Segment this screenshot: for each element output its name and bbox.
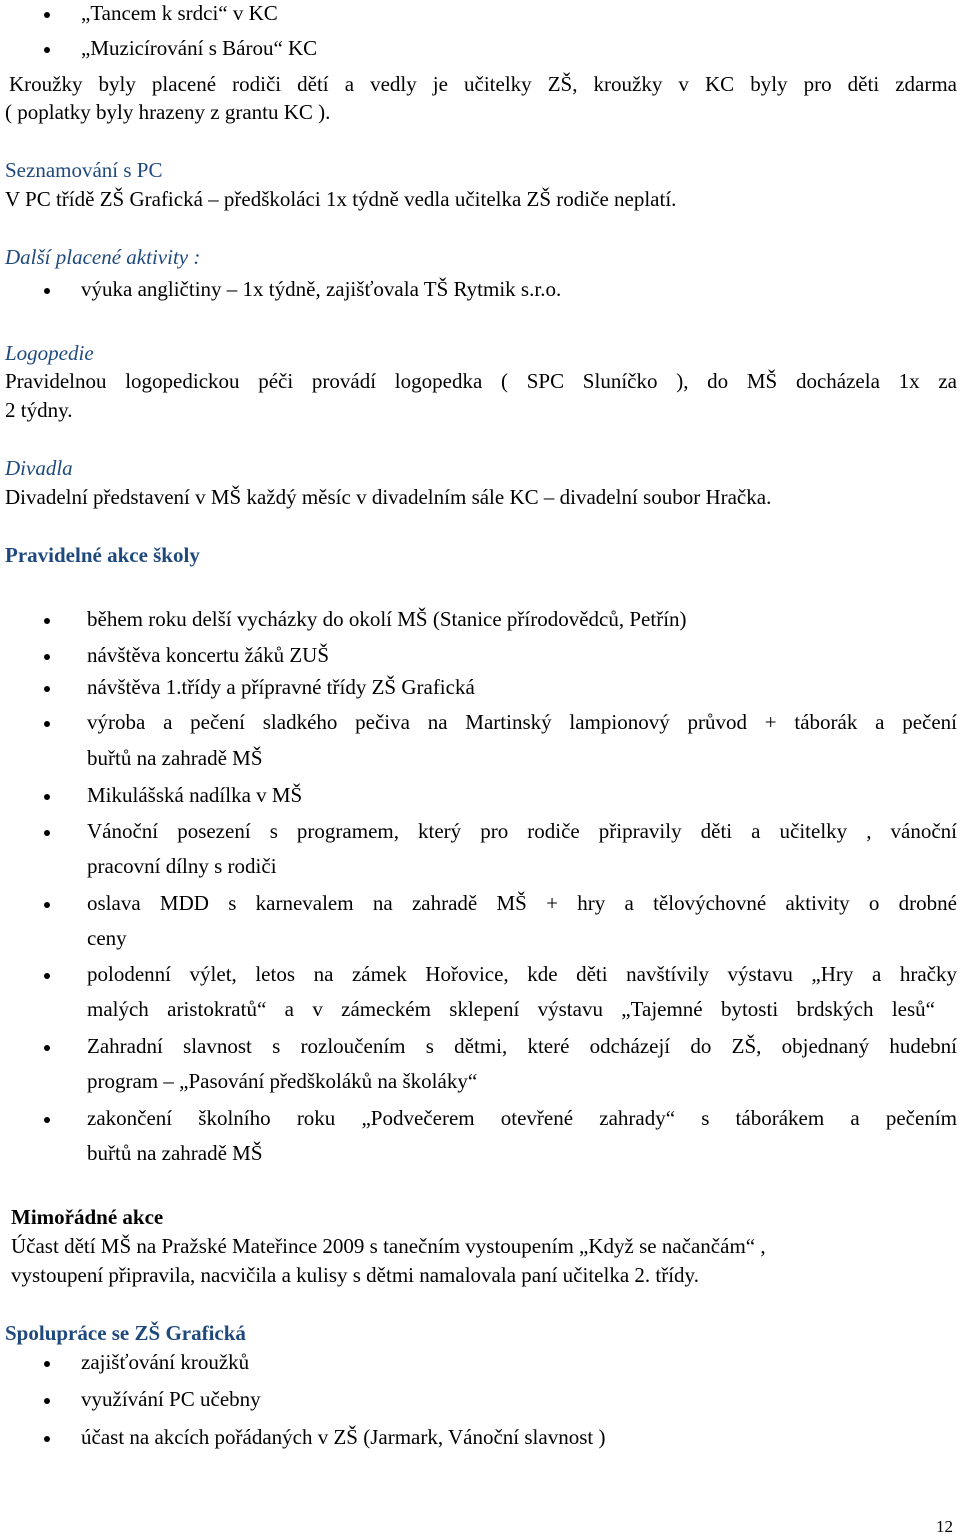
list-item-continuation: ceny [87, 926, 127, 950]
list-item: návštěva 1.třídy a přípravné třídy ZŠ Grafická [87, 675, 475, 699]
bullet-icon [44, 902, 50, 908]
section-heading-pc: Seznamování s PC [5, 158, 163, 182]
list-item: návštěva koncertu žáků ZUŠ [87, 643, 330, 667]
bullet-icon [44, 721, 50, 727]
list-item-continuation: malých aristokratů“ a v zámeckém sklepení výstavu „Tajemné bytosti brdských lesů“ [87, 997, 935, 1021]
page-number: 12 [936, 1517, 953, 1536]
bullet-icon [44, 973, 50, 979]
paragraph-line: Pravidelnou logopedickou péči provádí logopedka ( SPC Sluníčko ), do MŠ docházela 1x za [5, 369, 957, 393]
list-item: využívání PC učebny [81, 1387, 261, 1411]
section-heading-special: Mimořádné akce [11, 1205, 164, 1229]
section-heading-paid: Další placené aktivity : [5, 245, 201, 269]
list-item: „Tancem k srdci“ v KC [81, 1, 278, 25]
bullet-icon [44, 654, 50, 660]
list-item: zakončení školního roku „Podvečerem otevřené zahrady“ s táborákem a pečením [87, 1106, 957, 1130]
list-item: „Muzicírování s Bárou“ KC [81, 36, 318, 60]
paragraph-line: Účast dětí MŠ na Pražské Mateřince 2009 s tanečním vystoupením „Když se načančám“ , [11, 1234, 766, 1258]
list-item-continuation: program – „Pasování předškoláků na školáky“ [87, 1069, 478, 1093]
list-item-continuation: buřtů na zahradě MŠ [87, 746, 263, 770]
paragraph-line: vystoupení připravila, nacvičila a kulisy s dětmi namalovala paní učitelka 2. třídy. [11, 1263, 699, 1287]
bullet-icon [44, 12, 50, 18]
bullet-icon [44, 1436, 50, 1442]
list-item: zajišťování kroužků [81, 1350, 250, 1374]
paragraph-line: ( poplatky byly hrazeny z grantu KC ). [5, 100, 331, 124]
list-item: účast na akcích pořádaných v ZŠ (Jarmark, Vánoční slavnost ) [81, 1425, 606, 1449]
list-item: oslava MDD s karnevalem na zahradě MŠ + hry a tělovýchovné aktivity o drobné [87, 891, 957, 915]
list-item: Vánoční posezení s programem, který pro rodiče připravily děti a učitelky , vánoční [87, 819, 957, 843]
paragraph-line: Kroužky byly placené rodiči dětí a vedly je učitelky ZŠ, kroužky v KC byly pro děti zdarma [9, 72, 957, 96]
section-heading-regular: Pravidelné akce školy [5, 543, 200, 567]
section-heading-logopedie: Logopedie [5, 341, 94, 365]
bullet-icon [44, 686, 50, 692]
paragraph-line: Divadelní představení v MŠ každý měsíc v divadelním sále KC – divadelní soubor Hračka. [5, 485, 772, 509]
bullet-icon [44, 794, 50, 800]
bullet-icon [44, 47, 50, 53]
bullet-icon [44, 288, 50, 294]
list-item: Mikulášská nadílka v MŠ [87, 783, 303, 807]
list-item-continuation: buřtů na zahradě MŠ [87, 1141, 263, 1165]
list-item: výuka angličtiny – 1x týdně, zajišťovala TŠ Rytmik s.r.o. [81, 277, 562, 301]
section-heading-divadla: Divadla [5, 456, 73, 480]
list-item: polodenní výlet, letos na zámek Hořovice, kde děti navštívily výstavu „Hry a hračky [87, 962, 957, 986]
paragraph-line: V PC třídě ZŠ Grafická – předškoláci 1x týdně vedla učitelka ZŠ rodiče neplatí. [5, 187, 677, 211]
paragraph-line: 2 týdny. [5, 398, 73, 422]
bullet-icon [44, 1361, 50, 1367]
bullet-icon [44, 1117, 50, 1123]
list-item-continuation: pracovní dílny s rodiči [87, 854, 277, 878]
list-item: Zahradní slavnost s rozloučením s dětmi, které odcházejí do ZŠ, objednaný hudební [87, 1034, 957, 1058]
bullet-icon [44, 618, 50, 624]
bullet-icon [44, 1398, 50, 1404]
list-item: během roku delší vycházky do okolí MŠ (Stanice přírodovědců, Petřín) [87, 607, 687, 631]
list-item: výroba a pečení sladkého pečiva na Martinský lampionový průvod + táborák a pečení [87, 710, 957, 734]
section-heading-cooperation: Spolupráce se ZŠ Grafická [5, 1321, 246, 1345]
bullet-icon [44, 1045, 50, 1051]
bullet-icon [44, 830, 50, 836]
